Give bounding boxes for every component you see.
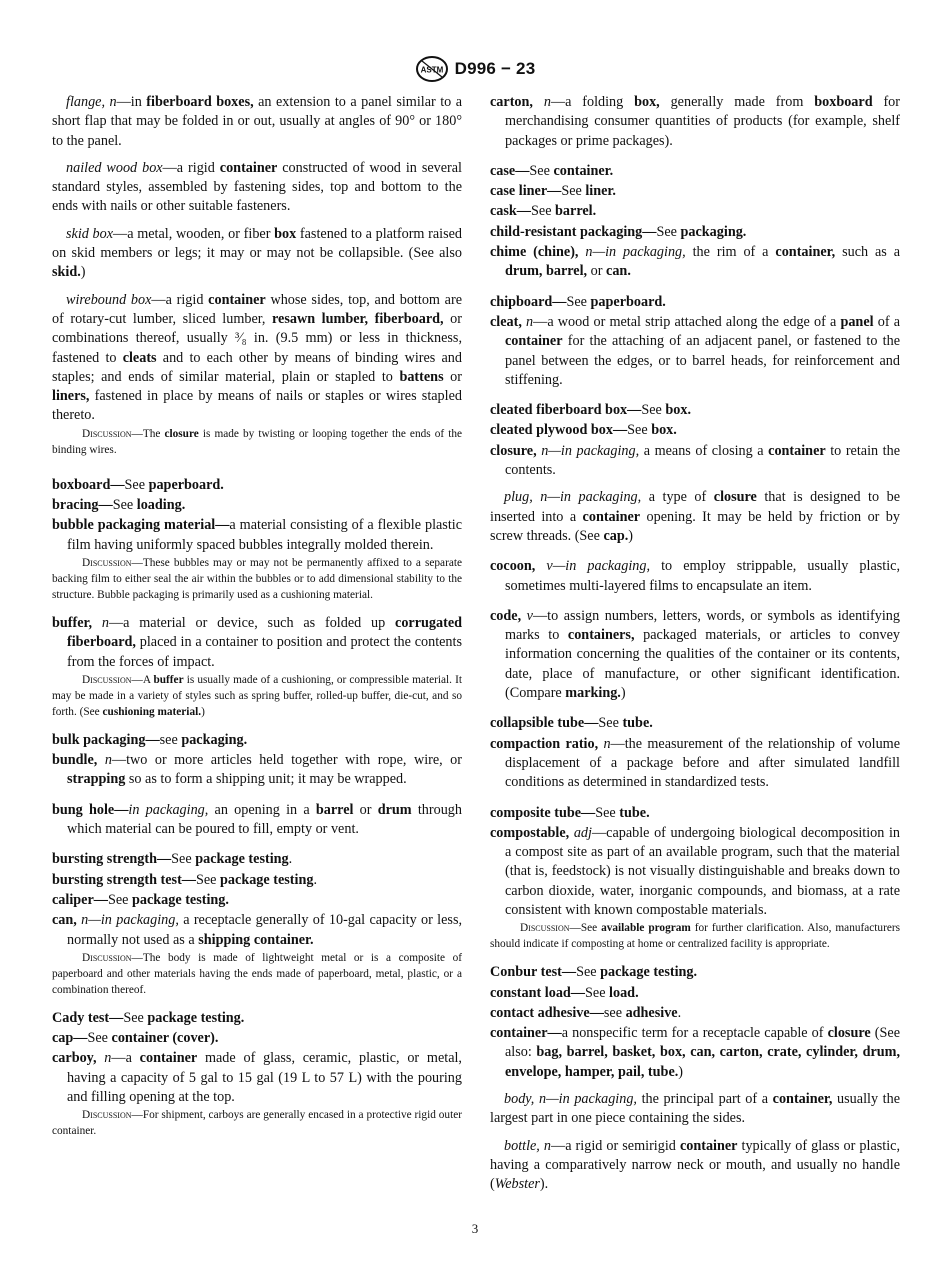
entry-bursting-strength: bursting strength—See package testing.: [52, 851, 293, 868]
entry-container: container—a nonspecific term for a receptacle capable of closure (See also: bag, barrel, basket, box, can, carton, crate, cylinder, drum, envelope, hamper, pail, tube.): [490, 1025, 901, 1080]
entry-constant-load: constant load—See load.: [490, 984, 639, 1001]
discussion-bubble: Discussion—These bubbles may or may not be permanently affixed to a separate backing film to either seal the air within the bubbles or to add dimensional stability to the structure. Bubble packaging is primarily used as a cushioning material.: [52, 556, 462, 601]
entry-bung-hole: bung hole—in packaging, an opening in a barrel or drum through which material can be poured to fill, empty or vent.: [52, 801, 462, 838]
entry-conbur-test: Conbur test—See package testing.: [490, 964, 698, 981]
page-number: 3: [471, 1221, 479, 1236]
left-column: [52, 93, 462, 1139]
entry-nailed-wood-box: nailed wood box—a rigid container constructed of wood in several standard styles, assembled by fastening sides, top and bottom to the ends with nails or other suitable fasteners.: [52, 159, 463, 215]
discussion-carboy: Discussion—For shipment, carboys are generally encased in a protective rigid outer container.: [52, 1109, 462, 1138]
discussion-wirebound: Discussion—The closure is made by twisting or looping together the ends of the binding wires.: [52, 427, 463, 456]
entry-contact-adhesive: contact adhesive—see adhesive.: [490, 1004, 682, 1021]
entry-boxboard: boxboard—See paperboard.: [52, 476, 224, 493]
document-designation: D996 − 23: [454, 59, 536, 78]
entry-child-resistant-packaging: child-resistant packaging—See packaging.: [490, 223, 747, 240]
entry-carboy: carboy, n—a container made of glass, ceramic, plastic, or metal, having a capacity of 5 gal to 15 gal (19 L to 57 L) with the pouring and filling opening at the top.: [52, 1050, 462, 1105]
logo-text: ASTM: [420, 65, 443, 75]
discussion-buffer: Discussion—A buffer is usually made of a cushioning, or compressible material. It may be made in a variety of styles such as spring buffer, rolled-up buffer, die-cut, and so forth. (See cushioning material.): [52, 673, 462, 718]
entry-code: code, v—to assign numbers, letters, words, or symbols as identifying marks to containers, packaged materials, or articles to convey information concerning the qualities of the container or its contents, date, place of manufacture, or other significant identification. (Compare marking.): [490, 607, 900, 702]
entry-carton: carton, n—a folding box, generally made from boxboard for merchandising consumer quantities of products (for example, shelf packages or prime packages).: [490, 94, 900, 149]
entry-case-liner: case liner—See liner.: [490, 183, 616, 200]
entry-composite-tube: composite tube—See tube.: [490, 804, 650, 821]
entry-cleated-plywood-box: cleated plywood box—See box.: [490, 422, 677, 439]
entry-cady-test: Cady test—See package testing.: [52, 1009, 245, 1026]
entry-flange: flange, n—in fiberboard boxes, an extension to a panel similar to a short flap that may be folded in or out, usually at angles of 90° or 180° to the panel.: [52, 94, 463, 149]
entry-bubble-packaging: bubble packaging material—a material consisting of a flexible plastic film having uniformly spaced bubbles integrally molded therein.: [52, 517, 463, 553]
right-column: [490, 93, 900, 1195]
entry-chipboard: chipboard—See paperboard.: [490, 293, 666, 310]
entry-caliper: caliper—See package testing.: [52, 891, 229, 908]
entry-bundle: bundle, n—two or more articles held together with rope, wire, or strapping so as to form a shipping unit; it may be wrapped.: [52, 752, 462, 788]
discussion-can: Discussion—The body is made of lightweight metal or is a composite of paperboard and other materials having the ends made of paperboard, metal, plastic, or a combination thereof.: [52, 951, 462, 996]
entry-skid-box: skid box—a metal, wooden, or fiber box fastened to a platform raised on skid members or legs; it may or may not be collapsible. (See also skid.): [52, 225, 463, 281]
page-header: [0, 56, 950, 82]
entry-plug: plug, n—in packaging, a type of closure that is designed to be inserted into a container opening. It may be held by friction or by screw threads. (See cap.): [490, 489, 900, 544]
entry-chime: chime (chine), n—in packaging, the rim of a container, such as a drum, barrel, or can.: [490, 244, 901, 280]
astm-logo: [415, 56, 449, 82]
entry-cleat: cleat, n—a wood or metal strip attached along the edge of a panel of a container for the attaching of an adjacent panel, or fastened to the panel between the edges, or to barrel heads, for reinforcement and stiffening.: [490, 313, 901, 388]
entry-can: can, n—in packaging, a receptacle generally of 10-gal capacity or less, normally not used as a shipping container.: [52, 912, 463, 948]
entry-cask: cask—See barrel.: [490, 203, 597, 220]
entry-cocoon: cocoon, v—in packaging, to employ strippable, usually plastic, sometimes multi-layered films to encapsulate an item.: [490, 558, 900, 594]
entry-bracing: bracing—See loading.: [52, 497, 186, 514]
entry-bottle: bottle, n—a rigid or semirigid container typically of glass or plastic, having a comparatively narrow neck or mouth, and usually no handle (Webster).: [490, 1137, 900, 1193]
entry-cleated-fiberboard-box: cleated fiberboard box—See box.: [490, 402, 691, 419]
entry-closure: closure, n—in packaging, a means of closing a container to retain the contents.: [490, 442, 901, 479]
entry-compostable: compostable, adj—capable of undergoing biological decomposition in a compost site as part of an available program, such that the material (that is, feedstock) is not visually distinguishable and breaks down to carbon dioxide, water, inorganic compounds, and biomass, at a rate consistent with known compostable materials.: [490, 824, 900, 918]
entry-body: body, n—in packaging, the principal part of a container, usually the largest part in one piece containing the sides.: [490, 1091, 900, 1127]
entry-compaction-ratio: compaction ratio, n—the measurement of the relationship of volume displacement of a package before and after simulated landfill conditions as determined in standardized tests.: [490, 735, 901, 791]
discussion-compostable: Discussion—See available program for further clarification. Also, manufacturers should indicate if composting at home or centralized facility is appropriate.: [490, 922, 900, 951]
entry-wirebound-box: wirebound box—a rigid container whose sides, top, and bottom are of rotary-cut lumber, sliced lumber, resawn lumber, fiberboard, or combinations thereof, usually ³⁄₈ in. (9.5 mm) or less in thickness, fastened to cleats and to each other by means of binding wires and staples; and ends of similar material, plain or stapled to battens or liners, fastened in place by means of nails or staples or wires stapled thereto.: [52, 291, 463, 424]
entry-bulk-packaging: bulk packaging—see packaging.: [52, 731, 248, 748]
entry-cap: cap—See container (cover).: [52, 1030, 219, 1047]
entry-buffer: buffer, n—a material or device, such as folded up corrugated fiberboard, placed in a container to position and protect the contents from the forces of impact.: [52, 614, 463, 670]
entry-bursting-strength-test: bursting strength test—See package testing.: [52, 871, 317, 888]
entry-collapsible-tube: collapsible tube—See tube.: [490, 715, 653, 732]
entry-case: case—See container.: [490, 162, 614, 179]
